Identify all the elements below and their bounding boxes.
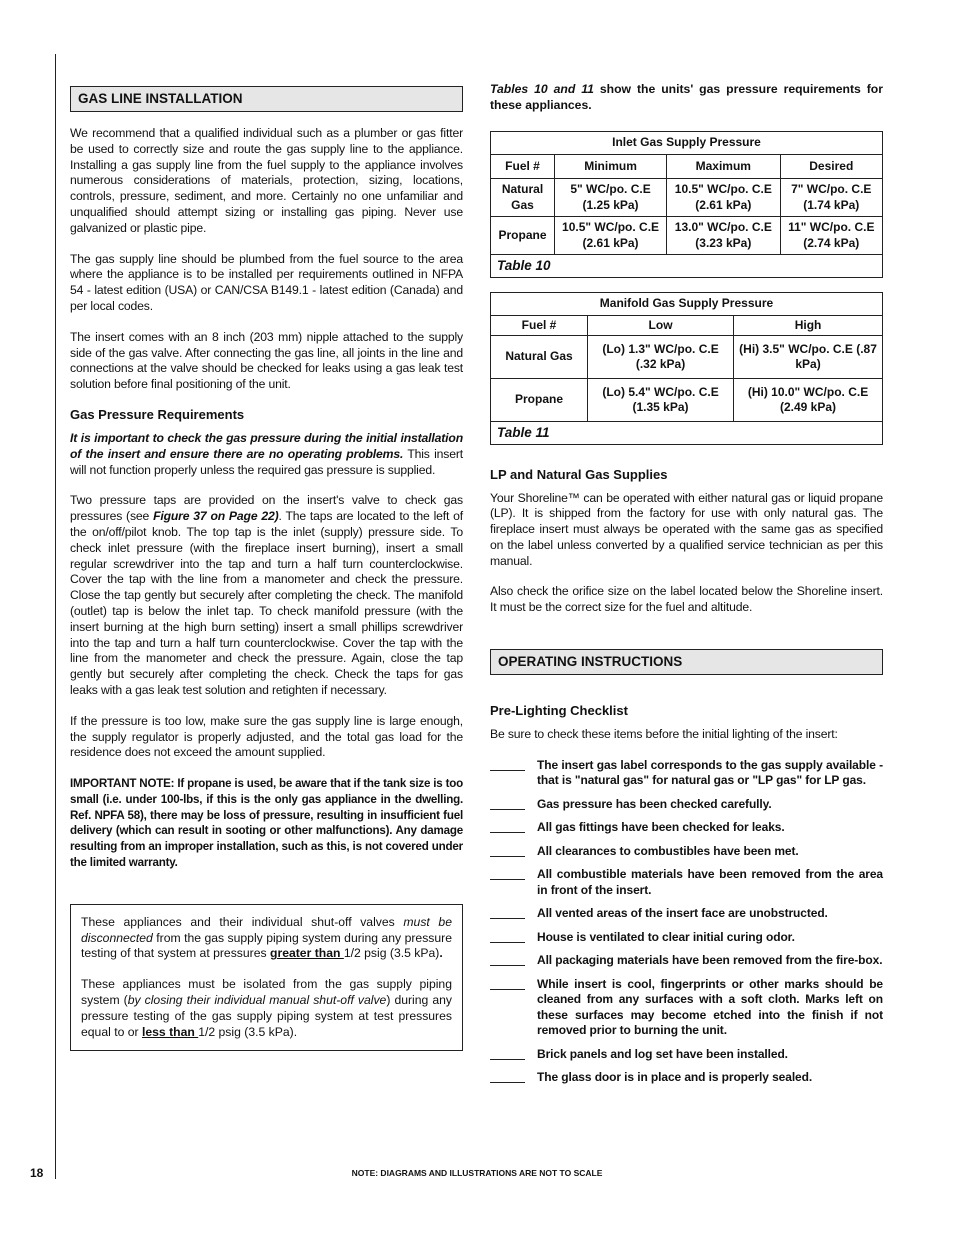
isolate-notice: [81, 977, 452, 1040]
operating-instructions-heading: OPERATING INSTRUCTIONS: [490, 649, 883, 675]
table10-header-minimum: Minimum: [555, 155, 667, 179]
checklist-text: All clearances to combustibles have been met.: [537, 843, 799, 858]
check-blank: [490, 879, 525, 880]
list-item: [490, 906, 883, 922]
checklist-text: The glass door is in place and is properly sealed.: [537, 1070, 813, 1085]
disconnect-period: .: [439, 946, 443, 961]
pre-lighting-checklist-heading: Pre-Lighting Checklist: [490, 703, 628, 719]
checklist-text: Gas pressure has been checked carefully.: [537, 796, 772, 811]
pressure-check-paragraph: [70, 431, 463, 478]
table-row: [491, 217, 883, 255]
table10-propane-fuel: Propane: [491, 217, 555, 255]
important-note: IMPORTANT NOTE: If propane is used, be aware that if the tank size is too small (i.e. under 100-lbs, if this is the only gas appliance in the dwelling. Ref. NPFA 58), there may be loss of pressure, resulting in insufficient fuel delivery (which can result in sooting or other malfunctions). Any damage resulting from an improper installation, such as this, is not covered under the limited warranty.: [70, 777, 463, 870]
list-item: [490, 758, 883, 789]
lp-paragraph: Your Shoreline™ can be operated with either natural gas or liquid propane (LP). It is shipped from the factory for use with only natural gas. The fireplace insert must always be operated with the same gas as specified on the label unless converted by a qualified service technician as per this manual.: [490, 490, 883, 568]
table11-propane-low: (Lo) 5.4" WC/po. C.E (1.35 kPa): [588, 379, 734, 422]
checklist-text: All gas fittings have been checked for leaks.: [537, 820, 785, 835]
right-column: [490, 82, 883, 1086]
less-than-underlined: less than: [141, 1024, 199, 1039]
table10-header-desired: Desired: [780, 155, 882, 179]
checklist-text: While insert is cool, fingerprints or other marks should be cleaned from any surfaces with a soft cloth. Marks left on these surfaces may become etched into the finish if not removed prior to burning the unit.: [537, 976, 883, 1038]
table10-natural-gas-min: 5" WC/po. C.E (1.25 kPa): [555, 179, 667, 217]
isolate-emphasis: by closing their individual manual shut-off valve: [127, 993, 387, 1008]
disconnect-notice: [81, 915, 452, 962]
disconnect-text-b: from the gas supply piping system during any pressure testing of that system at pressures: [81, 930, 452, 961]
checklist-text: All combustible materials have been removed from the area in front of the insert.: [537, 867, 883, 897]
checklist-text: House is ventilated to clear initial curing odor.: [537, 929, 795, 944]
isolate-text-a: These appliances must be isolated from the gas supply piping system (: [81, 977, 452, 1008]
orifice-paragraph: Also check the orifice size on the label located below the Shoreline insert. It must be the correct size for the fuel and altitude.: [490, 584, 883, 615]
table10-header-fuel: Fuel #: [491, 155, 555, 179]
manifold-gas-supply-table: [490, 292, 883, 445]
table10-propane-desired: 11" WC/po. C.E (2.74 kPa): [780, 217, 882, 255]
table11-natural-gas-high: (Hi) 3.5" WC/po. C.E (.87 kPa): [734, 336, 883, 379]
table10-caption: Table 10: [491, 255, 883, 278]
table11-natural-gas-fuel: Natural Gas: [491, 336, 588, 379]
table11-propane-high: (Hi) 10.0" WC/po. C.E (2.49 kPa): [734, 379, 883, 422]
scale-note: NOTE: DIAGRAMS AND ILLUSTRATIONS ARE NOT TO SCALE: [351, 1168, 603, 1178]
checklist-text: Brick panels and log set have been installed.: [537, 1046, 788, 1061]
page-number: 18: [30, 1166, 44, 1180]
nipple-paragraph: The insert comes with an 8 inch (203 mm) nipple attached to the supply side of the gas valve. After connecting the gas line, all joints in the line and connections at the valve should be checked for leaks using a gas leak test solution before final positioning of the unit.: [70, 329, 463, 392]
list-item: [490, 977, 883, 1039]
disconnect-emphasis: must be disconnected: [81, 914, 452, 945]
table10-propane-max: 13.0" WC/po. C.E (3.23 kPa): [667, 217, 780, 255]
table10-natural-gas-max: 10.5" WC/po. C.E (2.61 kPa): [667, 179, 780, 217]
list-item: [490, 1047, 883, 1063]
check-blank: [490, 918, 525, 919]
list-item: [490, 844, 883, 860]
tables-intro: [490, 82, 883, 113]
check-blank: [490, 989, 525, 990]
table11-title: Manifold Gas Supply Pressure: [491, 292, 883, 315]
table10-header-maximum: Maximum: [667, 155, 780, 179]
isolate-text-b: ) during any pressure testing of the gas supply piping system at test pressures equal to or: [81, 993, 453, 1039]
disconnect-text-a: These appliances and their individual shut-off valves: [81, 914, 404, 929]
checklist-text: All packaging materials have been removed from the fire-box.: [537, 953, 883, 968]
list-item: [490, 953, 883, 969]
check-blank: [490, 942, 525, 943]
low-pressure-paragraph: If the pressure is too low, make sure the gas supply line is large enough, the supply regulator is properly adjusted, and the total gas load for the residence does not exceed the amount supplied.: [70, 713, 463, 760]
lp-natural-gas-heading: LP and Natural Gas Supplies: [490, 466, 668, 482]
table11-header-high: High: [734, 315, 883, 336]
list-item: [490, 930, 883, 946]
tables-intro-rest: show the units' gas pressure requirements for these appliances.: [490, 82, 883, 112]
check-blank: [490, 809, 525, 810]
list-item: [490, 820, 883, 836]
check-blank: [490, 1059, 525, 1060]
table11-propane-fuel: Propane: [491, 379, 588, 422]
left-column: [70, 86, 463, 1051]
table-row: [491, 179, 883, 217]
table-row: [491, 379, 883, 422]
check-blank: [490, 770, 525, 771]
pressure-taps-paragraph: [70, 493, 463, 698]
table11-caption: Table 11: [491, 422, 883, 445]
list-item: [490, 867, 883, 898]
check-blank: [490, 965, 525, 966]
list-item: [490, 797, 883, 813]
intro-paragraph: We recommend that a qualified individual such as a plumber or gas fitter be used to correctly size and route the gas supply line to the appliance. Installing a gas supply line from the fuel supply to the appliance involves numerous considerations of materials, protection, sizing, locations, controls, pressure, sediment, and more. Certainly no one unfamiliar and unqualified should attempt sizing or installing gas piping. Never use galvanized or plastic pipe.: [70, 126, 463, 235]
disconnect-text-c: 1/2 psig (3.5 kPa): [343, 946, 440, 961]
pre-lighting-intro: Be sure to check these items before the initial lighting of the insert:: [490, 727, 838, 742]
greater-than-underlined: greater than: [270, 946, 344, 961]
inlet-gas-supply-table: [490, 131, 883, 278]
pressure-taps-text-a: Two pressure taps are provided on the insert's valve to check gas pressures (see: [70, 493, 463, 524]
table-row: [491, 336, 883, 379]
table11-natural-gas-low: (Lo) 1.3" WC/po. C.E (.32 kPa): [588, 336, 734, 379]
check-blank: [490, 1082, 525, 1083]
table10-title: Inlet Gas Supply Pressure: [491, 132, 883, 155]
plumbing-paragraph: The gas supply line should be plumbed from the fuel source to the area where the appliance is to be installed per requirements outlined in NFPA 54 - latest edition (USA) or CAN/CSA B149.1 - latest edition (Canada) and per local codes.: [70, 251, 463, 313]
pressure-testing-notice-box: [70, 904, 463, 1052]
table10-natural-gas-fuel: Natural Gas: [491, 179, 555, 217]
check-blank: [490, 856, 525, 857]
pressure-taps-text-b: . The taps are located to the left of the on/off/pilot knob. The top tap is the inlet (supply) pressure side. To check inlet pressure (with the fireplace insert burning), insert a small regular screwdriver into the tap and turn a half turn counterclockwise. Cover the tap with the line from a manometer and check the pressure. Close the tap gently but securely after completing the check. The manifold (outlet) tap is below the inlet tap. To check manifold pressure (with the insert burning at the high burn setting) insert a small phillips screwdriver into the tap and turn a half turn counterclockwise. Cover the tap with the line from the manometer and check the pressure. Again, close the tap gently but securely after completing the check. Check the taps for gas leaks with a gas leak test solution and retighten if necessary.: [70, 509, 463, 697]
gas-line-installation-heading: GAS LINE INSTALLATION: [70, 86, 463, 112]
table11-header-fuel: Fuel #: [491, 315, 588, 336]
figure-reference: Figure 37 on Page 22): [153, 509, 279, 524]
table11-header-low: Low: [588, 315, 734, 336]
table10-natural-gas-desired: 7" WC/po. C.E (1.74 kPa): [780, 179, 882, 217]
list-item: [490, 1070, 883, 1086]
checklist-text: All vented areas of the insert face are unobstructed.: [537, 906, 828, 921]
table10-propane-min: 10.5" WC/po. C.E (2.61 kPa): [555, 217, 667, 255]
pressure-check-emphasis: It is important to check the gas pressure during the initial installation of the insert and ensure there are no operating problems.: [70, 430, 463, 461]
pressure-check-rest: This insert will not function properly unless the required gas pressure is supplied.: [70, 446, 463, 477]
isolate-text-c: 1/2 psig (3.5 kPa).: [198, 1024, 298, 1039]
checklist-text: The insert gas label corresponds to the gas supply available - that is "natural gas" for natural gas or "LP gas" for LP gas.: [537, 757, 883, 788]
page-margin-rule: [55, 54, 56, 1179]
tables-reference: Tables 10 and 11: [490, 82, 594, 96]
check-blank: [490, 832, 525, 833]
gas-pressure-requirements-heading: Gas Pressure Requirements: [70, 406, 245, 422]
pre-lighting-checklist: [490, 758, 883, 1086]
